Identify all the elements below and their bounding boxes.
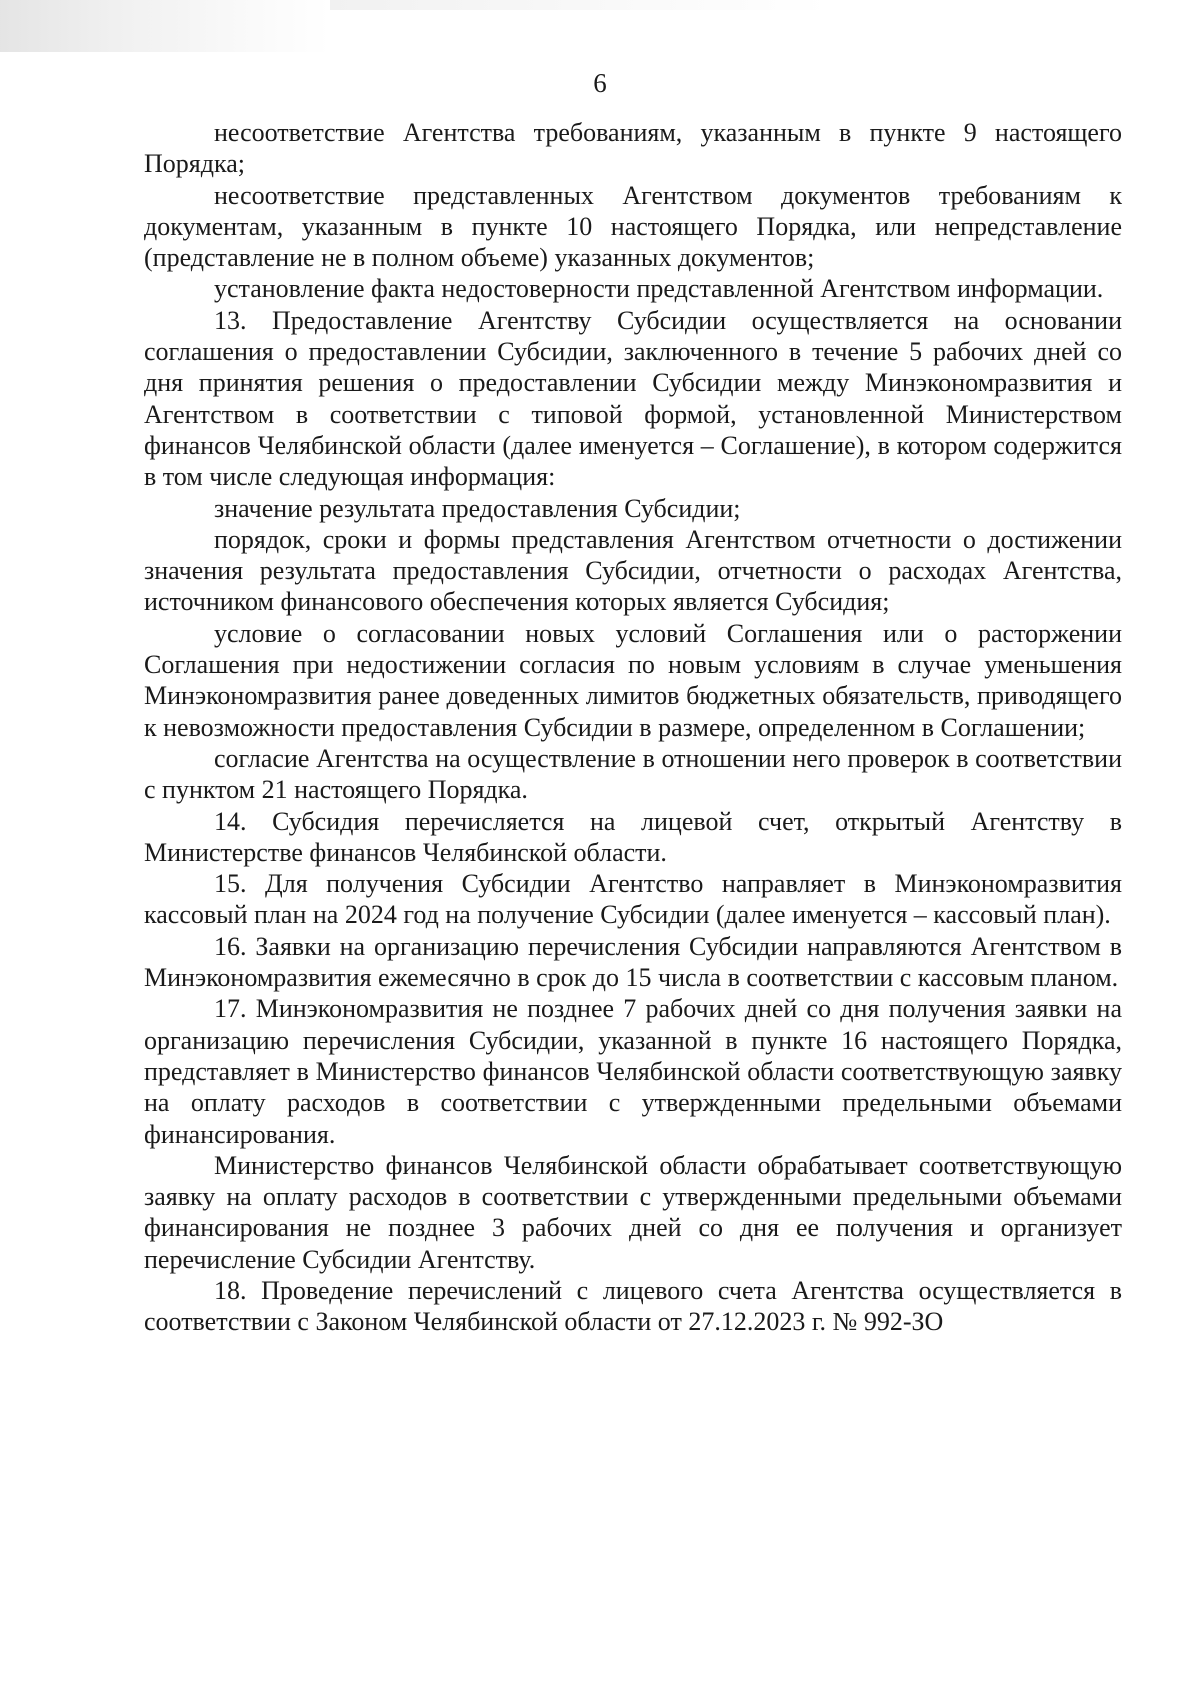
paragraph-item-18: 18. Проведение перечислений с лицевого счета Агентства осуществляется в соответствии с Законом Челябинской области от 27.12.2023 г. № 992-ЗО [144, 1275, 1122, 1337]
page-number: 6 [593, 68, 607, 98]
paragraph-item-15: 15. Для получения Субсидии Агентство направляет в Минэкономразвития кассовый план на 2024 год на получение Субсидии (далее именуется – кассовый план). [144, 869, 1122, 930]
paragraph-item-14: 14. Субсидия перечисляется на лицевой счет, открытый Агентству в Министерстве финансов Челябинской области. [144, 806, 1122, 867]
paragraph: несоответствие Агентства требованиям, указанным в пункте 9 настоящего Порядка; [144, 118, 1122, 179]
document-body [144, 117, 1122, 1338]
paragraph: значение результата предоставления Субсидии; [214, 493, 741, 523]
paragraph-item-16: 16. Заявки на организацию перечисления Субсидии направляются Агентством в Минэкономразвития ежемесячно в срок до 15 числа в соответствии с кассовым планом. [144, 931, 1122, 993]
paragraph: несоответствие представленных Агентством документов требованиям к документам, указанным в пункте 10 настоящего Порядка, или непредставление (представление не в полном объеме) указанных документов; [144, 180, 1122, 273]
scan-shadow-top [330, 0, 830, 10]
paragraph: условие о согласовании новых условий Соглашения или о расторжении Соглашения при недостижении согласия по новым условиям в случае уменьшения Минэкономразвития ранее доведенных лимитов бюджетных обязательств, приводящего к невозможности предоставления Субсидии в размере, определенном в Соглашении; [144, 618, 1122, 742]
scan-shadow [0, 0, 330, 52]
paragraph: порядок, сроки и формы представления Агентством отчетности о достижении значения результата предоставления Субсидии, отчетности о расходах Агентства, источником финансового обеспечения которых является Субсидия; [144, 524, 1122, 617]
paragraph: согласие Агентства на осуществление в отношении него проверок в соответствии с пунктом 21 настоящего Порядка. [144, 743, 1122, 805]
paragraph-item-13: 13. Предоставление Агентству Субсидии осуществляется на основании соглашения о предоставлении Субсидии, заключенного в течение 5 рабочих дней со дня принятия решения о предоставлении Субсидии между Минэкономразвития и Агентством в соответствии с типовой формой, установленной Министерством финансов Челябинской области (далее именуется – Соглашение), в котором содержится в том числе следующая информация: [144, 305, 1122, 492]
paragraph: установление факта недостоверности представленной Агентством информации. [214, 274, 1104, 304]
paragraph-item-17: 17. Минэкономразвития не позднее 7 рабочих дней со дня получения заявки на организацию перечисления Субсидии, указанной в пункте 16 настоящего Порядка, представляет в Министерство финансов Челябинской области соответствующую заявку на оплату расходов в соответствии с утвержденными предельными объемами финансирования. [144, 994, 1122, 1149]
paragraph: Министерство финансов Челябинской области обрабатывает соответствующую заявку на оплату расходов в соответствии с утвержденными предельными объемами финансирования не позднее 3 рабочих дней со дня ее получения и организует перечисление Субсидии Агентству. [144, 1150, 1122, 1274]
